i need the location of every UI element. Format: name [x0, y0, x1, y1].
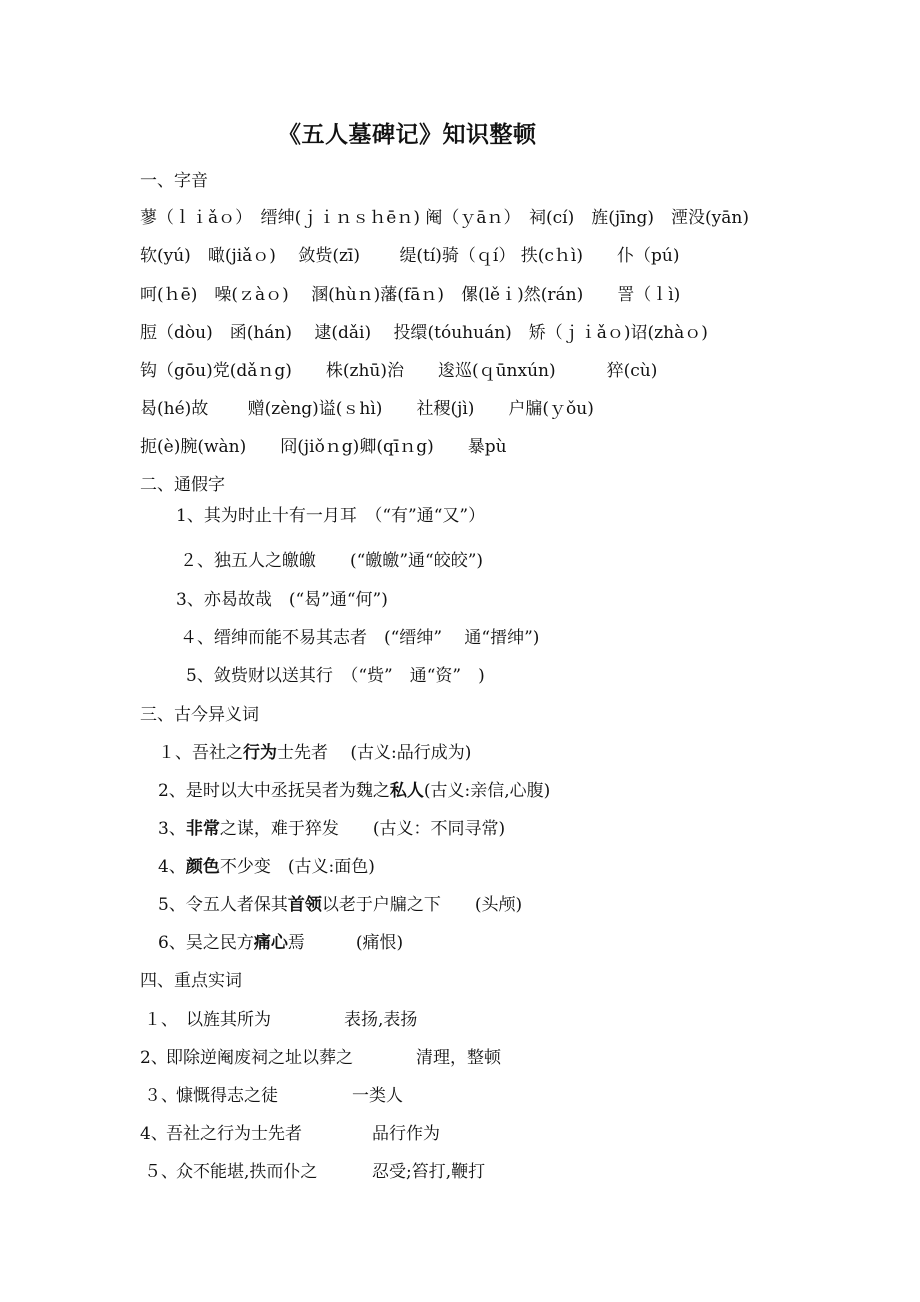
- key-word-sentence: 众不能堪,抶而仆之: [176, 1162, 318, 1182]
- ancient-modern-item: １、吾社之行为士先者 (古义:品行成为): [158, 743, 472, 763]
- pronunciation-line: 呵(ｈē) 噪(ｚàｏ) 溷(hùｎ)藩(fāｎ) 傫(lěｉ)然(rán) 詈（ｌì): [140, 285, 681, 305]
- key-word-sentence: 慷慨得志之徒: [176, 1086, 278, 1106]
- pronunciation-line: 曷(hé)故 赠(zèng)谥(ｓhì) 社稷(jì) 户牖(ｙǒu): [140, 399, 594, 419]
- key-term: 私人: [389, 781, 424, 801]
- pronunciation-line: 扼(è)腕(wàn) 冏(jiǒｎg)卿(qīｎg) 暴pù: [140, 437, 507, 457]
- key-word-number: ３、: [144, 1086, 178, 1106]
- interchangeable-item: 3、亦曷故哉 (“曷”通“何”): [176, 590, 388, 610]
- ancient-modern-item: 5、令五人者保其首领以老于户牖之下 (头颅): [158, 895, 523, 915]
- ancient-modern-item: 2、是时以大中丞抚吴者为魏之私人(古义:亲信,心腹): [158, 781, 551, 801]
- key-term: 非常: [185, 819, 220, 839]
- key-word-number: 4、: [140, 1124, 168, 1144]
- key-word-number: 2、: [140, 1048, 168, 1068]
- interchangeable-item: 5、敛赀财以送其行 （“赀” 通“资” ): [186, 666, 485, 686]
- key-word-sentence: 以旌其所为: [186, 1010, 271, 1030]
- key-word-meaning: 忍受;笞打,鞭打: [372, 1162, 486, 1182]
- ancient-modern-item: 4、颜色不少变 (古义:面色): [158, 857, 375, 877]
- section-heading-pronunciation: 一、字音: [140, 171, 208, 191]
- section-heading-interchangeable: 二、通假字: [140, 475, 225, 495]
- section-heading-ancient-modern: 三、古今异义词: [140, 705, 259, 725]
- key-word-meaning: 清理，整顿: [416, 1048, 501, 1068]
- page-title: 《五人墓碑记》知识整顿: [278, 121, 537, 148]
- interchangeable-item: ２、独五人之皦皦 (“皦皦”通“皎皎”): [180, 551, 484, 571]
- key-word-meaning: 品行作为: [372, 1124, 440, 1144]
- key-word-number: ５、: [144, 1162, 178, 1182]
- key-word-number: １、: [144, 1010, 178, 1030]
- pronunciation-line: 软(yú) 噉(jiǎｏ) 敛赀(zī) 缇(tí)骑（ｑí） 抶(cｈì) 仆（pú): [140, 246, 680, 266]
- key-term: 首领: [287, 895, 322, 915]
- pronunciation-line: 钩（gōu)党(dǎｎg) 株(zhū)治 逡巡(ｑūnxún) 猝(cù): [140, 361, 658, 381]
- key-term: 行为: [243, 743, 277, 763]
- ancient-modern-item: 6、吴之民方痛心焉 (痛恨): [158, 933, 404, 953]
- key-term: 痛心: [253, 933, 288, 953]
- interchangeable-item: 1、其为时止十有一月耳 （“有”通“又”）: [176, 506, 486, 526]
- interchangeable-item: ４、缙绅而能不易其志者 (“缙绅” 通“搢绅”): [180, 628, 540, 648]
- key-term: 颜色: [185, 857, 220, 877]
- section-heading-key-words: 四、重点实词: [140, 971, 242, 991]
- key-word-meaning: 表扬,表扬: [344, 1010, 418, 1030]
- key-word-sentence: 吾社之行为士先者: [166, 1124, 302, 1144]
- key-word-sentence: 即除逆阉废祠之址以葬之: [166, 1048, 353, 1068]
- key-word-meaning: 一类人: [352, 1086, 403, 1106]
- pronunciation-line: 脰（dòu) 函(hán) 逮(dǎi) 投缳(tóuhuán) 矫（ｊｉǎｏ)诏(zhàｏ): [140, 323, 708, 343]
- pronunciation-line: 蓼（ｌｉǎｏ） 缙绅(ｊｉｎｓｈēｎ) 阉（ｙāｎ） 祠(cí) 旌(jīng) 湮没(yān): [140, 208, 749, 228]
- ancient-modern-item: 3、非常之谋，难于猝发 (古义：不同寻常): [158, 819, 506, 839]
